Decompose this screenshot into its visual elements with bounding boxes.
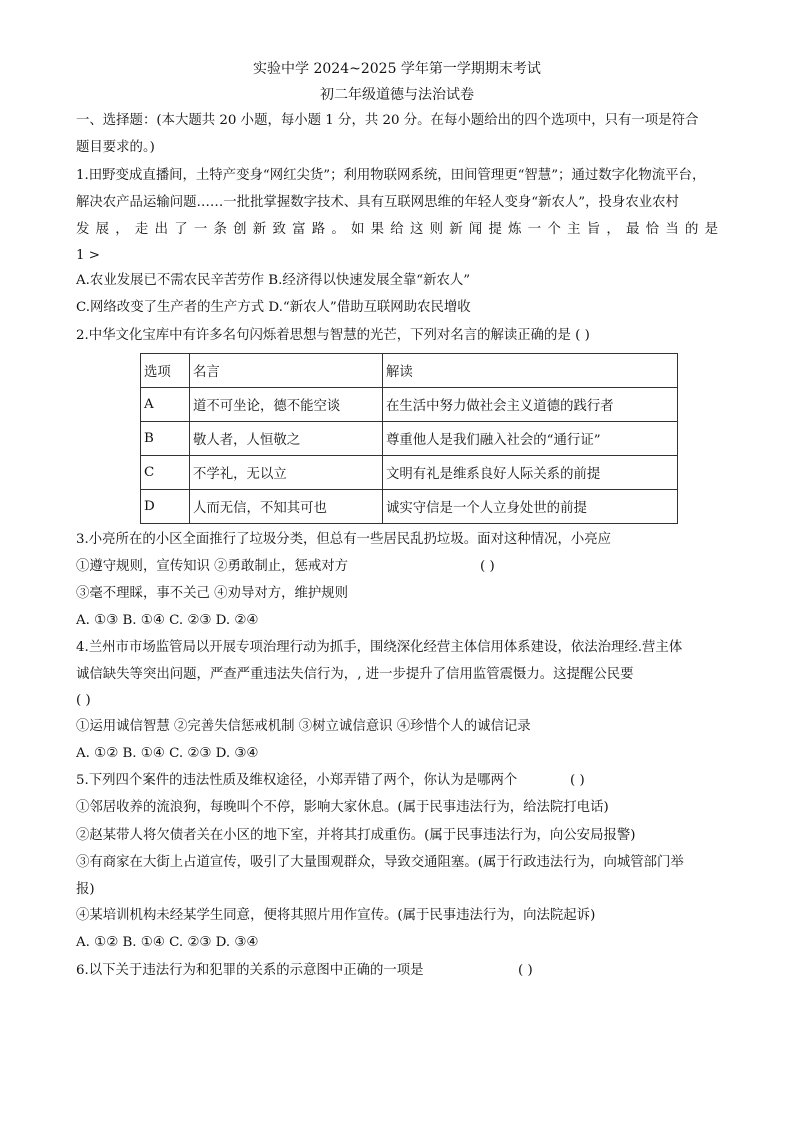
- q6-stem: 6.以下关于违法行为和犯罪的关系的示意图中正确的一项是: [76, 963, 424, 978]
- q5-answer-paren: ( ): [570, 773, 585, 788]
- table-cell: 不学礼，无以立: [190, 456, 383, 490]
- table-row: [141, 388, 678, 422]
- q5-stem: 5.下列四个案件的违法性质及维权途径，小郑弄错了两个，你认为是哪两个: [76, 773, 518, 788]
- q5-item-3a: ③有商家在大街上占道宣传，吸引了大量围观群众，导致交通阻塞。(属于行政违法行为，向城管部门举: [76, 855, 684, 870]
- table-cell: C: [141, 456, 190, 490]
- q4-options: A. ①② B. ①④ C. ②③ D. ③④: [76, 746, 259, 761]
- table-cell: 道不可坐论，德不能空谈: [190, 388, 383, 422]
- q1-stem-line4: 1 >: [76, 248, 100, 263]
- exam-subtitle: 初二年级道德与法治试卷: [320, 87, 474, 103]
- q3-options: A. ①③ B. ①④ C. ②③ D. ②④: [76, 613, 259, 628]
- table-cell: D: [141, 490, 190, 524]
- table-cell: 文明有礼是维系良好人际关系的前提: [383, 456, 678, 490]
- q2-table: [140, 353, 678, 524]
- q2-stem: 2.中华文化宝库中有许多名句闪烁着思想与智慧的光芒，下列对名言的解读正确的是 ( ): [76, 328, 590, 343]
- q4-stem-line2: 诚信缺失等突出问题，严查严重违法失信行为，, 进一步提升了信用监管震慑力。这提醒公民要: [76, 667, 634, 682]
- q5-options: A. ①② B. ①④ C. ②③ D. ③④: [76, 935, 259, 950]
- q5-item-1: ①邻居收养的流浪狗，每晚叫个不停，影响大家休息。(属于民事违法行为，给法院打电话): [76, 800, 609, 815]
- table-header-row: [141, 354, 678, 388]
- q5-item-4: ④某培训机构未经某学生同意，便将其照片用作宣传。(属于民事违法行为，向法院起诉): [76, 908, 596, 923]
- table-row: [141, 490, 678, 524]
- q1-stem-line3: 发展，走出了一条创新致富路。如果给这则新闻提炼一个主旨，最恰当的是: [76, 222, 718, 237]
- q3-choices-line1: ①遵守规则，宣传知识 ②勇敢制止，惩戒对方: [76, 559, 349, 574]
- q3-stem: 3.小亮所在的小区全面推行了垃圾分类，但总有一些居民乱扔垃圾。面对这种情况，小亮应: [76, 532, 612, 547]
- table-row: [141, 456, 678, 490]
- table-cell: 人而无信，不知其可也: [190, 490, 383, 524]
- table-header-cell: 选项: [141, 354, 190, 388]
- table-cell: 敬人者，人恒敬之: [190, 422, 383, 456]
- q4-choices: ①运用诚信智慧 ②完善失信惩戒机制 ③树立诚信意识 ④珍惜个人的诚信记录: [76, 719, 531, 734]
- q6-answer-paren: ( ): [518, 963, 533, 978]
- table-cell: A: [141, 388, 190, 422]
- table-cell: B: [141, 422, 190, 456]
- table-header-cell: 解读: [383, 354, 678, 388]
- table-cell: 尊重他人是我们融入社会的“通行证”: [383, 422, 678, 456]
- table-row: [141, 422, 678, 456]
- section-instructions-line2: 题目要求的。): [76, 140, 155, 155]
- section-instructions-line1: 一、选择题：(本大题共 20 小题，每小题 1 分，共 20 分。在每小题给出的四个选项中，只有一项是符合: [76, 113, 699, 128]
- q1-stem-line1: 1.田野变成直播间，土特产变身“网红尖货”；利用物联网系统，田间管理更“智慧”；通过数字化物流平台，: [76, 168, 706, 183]
- table-cell: 在生活中努力做社会主义道德的践行者: [383, 388, 678, 422]
- q1-options-ab: A.农业发展已不需农民辛苦劳作 B.经济得以快速发展全靠“新农人”: [76, 273, 471, 288]
- q3-choices-line2: ③毫不理睬，事不关己 ④劝导对方，维护规则: [76, 586, 349, 601]
- q3-answer-paren: ( ): [480, 559, 495, 574]
- q4-stem-line1: 4.兰州市市场监管局以开展专项治理行动为抓手，围绕深化经营主体信用体系建设，依法治理经.营主体: [76, 640, 683, 655]
- table-header-cell: 名言: [190, 354, 383, 388]
- q5-item-2: ②赵某带人将欠债者关在小区的地下室，并将其打成重伤。(属于民事违法行为，向公安局报警): [76, 828, 636, 843]
- q1-options-cd: C.网络改变了生产者的生产方式 D.“新农人”借助互联网助农民增收: [76, 300, 471, 315]
- q5-item-3b: 报): [76, 882, 95, 897]
- q1-stem-line2: 解决农产品运输问题……一批批掌握数字技术、具有互联网思维的年轻人变身“新农人”，投身农业农村: [76, 195, 679, 210]
- exam-title: 实验中学 2024~2025 学年第一学期期末考试: [253, 61, 541, 77]
- q4-answer-paren: ( ): [76, 693, 91, 708]
- table-cell: 诚实守信是一个人立身处世的前提: [383, 490, 678, 524]
